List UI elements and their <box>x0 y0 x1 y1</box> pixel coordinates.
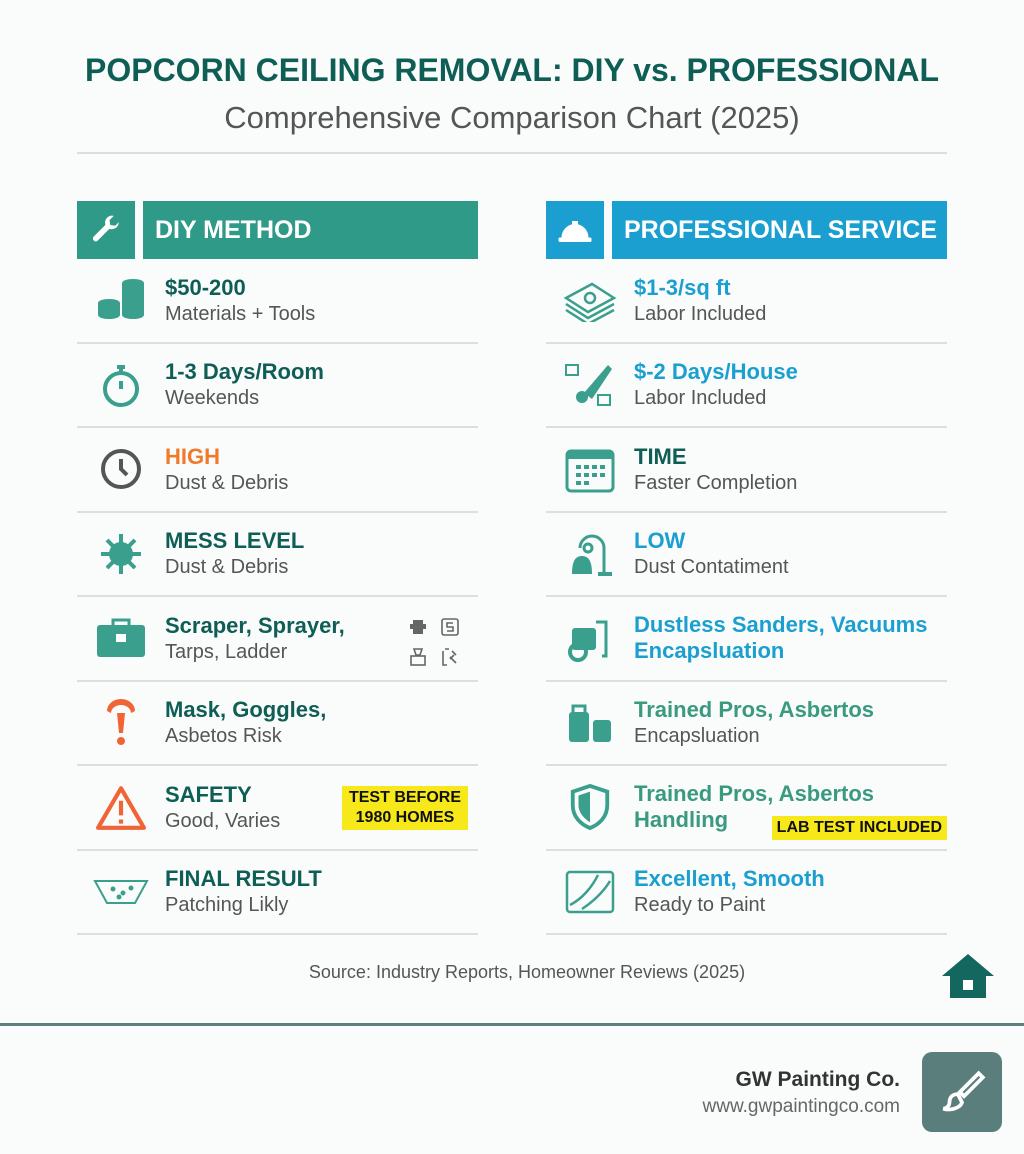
row-main: Excellent, Smooth <box>634 866 825 892</box>
vacuum-icon <box>546 530 634 578</box>
warning-icon <box>77 784 165 830</box>
divider <box>77 152 947 154</box>
row-detail: Good, Varies <box>165 809 281 832</box>
virus-splat-icon <box>77 530 165 578</box>
row-detail: Labor Included <box>634 302 767 325</box>
diy-row <box>77 851 478 936</box>
page-title: POPCORN CEILING REMOVAL: DIY vs. PROFESSIONAL <box>84 52 940 88</box>
money-stack-icon <box>546 278 634 322</box>
pro-column <box>546 201 947 935</box>
pro-row <box>546 597 947 682</box>
diy-row <box>77 766 478 851</box>
ceiling-texture-icon <box>77 877 165 907</box>
row-detail: Dust & Debris <box>165 471 289 494</box>
row-detail: Labor Included <box>634 387 767 410</box>
diy-row <box>77 682 478 767</box>
row-main: Dustless Sanders, Vacuums <box>634 612 928 638</box>
diy-column <box>77 201 478 935</box>
source-note: Source: Industry Reports, Homeowner Reviews (2025) <box>308 962 746 982</box>
row-detail: Encapsluation <box>634 638 785 664</box>
exclamation-icon <box>77 699 165 747</box>
row-detail: Encapsluation <box>634 725 760 748</box>
equipment-icon <box>546 700 634 746</box>
pro-row <box>546 344 947 429</box>
shield-icon <box>546 782 634 832</box>
row-main: SAFETY <box>165 781 252 807</box>
row-detail: Weekends <box>165 387 260 410</box>
row-detail: Dust & Debris <box>165 556 289 579</box>
row-main: LOW <box>634 528 686 554</box>
row-main: 1-3 Days/Room <box>165 359 324 385</box>
diy-row <box>77 597 478 682</box>
pro-row <box>546 766 947 851</box>
row-detail: Patching Likly <box>165 894 289 917</box>
stopwatch-icon <box>77 361 165 409</box>
diy-row <box>77 344 478 429</box>
pro-header <box>546 201 947 259</box>
pro-row <box>546 513 947 598</box>
row-main: Trained Pros, Asbertos <box>634 781 875 807</box>
coins-icon <box>77 277 165 323</box>
row-main: $50-200 <box>165 274 246 300</box>
row-detail: Handling <box>634 807 729 833</box>
row-main: TIME <box>634 443 687 469</box>
row-detail: Ready to Paint <box>634 894 766 917</box>
small-tool-icons <box>408 617 460 667</box>
calendar-icon <box>546 445 634 493</box>
row-main: Mask, Goggles, <box>165 697 327 723</box>
pro-row <box>546 682 947 767</box>
row-main: $1-3/sq ft <box>634 274 731 300</box>
row-main: $-2 Days/House <box>634 359 798 385</box>
paintbrush-logo-icon <box>922 1052 1002 1132</box>
sander-icon <box>546 614 634 662</box>
row-main: HIGH <box>165 443 220 469</box>
brand <box>703 1068 900 1118</box>
wrench-icon <box>77 201 135 259</box>
warning-badge: TEST BEFORE 1980 HOMES <box>342 786 468 830</box>
brand-name: GW Painting Co. <box>735 1068 900 1091</box>
scraper-icon <box>546 361 634 409</box>
row-main: FINAL RESULT <box>165 866 322 892</box>
pro-row <box>546 851 947 936</box>
pro-header-label: PROFESSIONAL SERVICE <box>624 215 938 244</box>
diy-row <box>77 513 478 598</box>
footer-divider <box>0 1023 1024 1026</box>
diy-row <box>77 259 478 344</box>
row-main: MESS LEVEL <box>165 528 305 554</box>
hardhat-icon <box>546 201 604 259</box>
row-detail: Faster Completion <box>634 471 798 494</box>
brand-url[interactable]: www.gwpaintingco.com <box>702 1096 900 1117</box>
row-detail: Asbetos Risk <box>165 725 282 748</box>
row-detail: Materials + Tools <box>165 302 316 325</box>
toolbox-icon <box>77 617 165 659</box>
pro-row <box>546 259 947 344</box>
row-main: Scraper, Sprayer, <box>165 612 345 638</box>
clock-icon <box>77 445 165 493</box>
warning-badge: LAB TEST INCLUDED <box>772 816 947 840</box>
diy-header <box>77 201 478 259</box>
row-detail: Dust Contatiment <box>634 556 789 579</box>
pro-row <box>546 428 947 513</box>
row-detail: Tarps, Ladder <box>165 640 288 663</box>
page-subtitle: Comprehensive Comparison Chart (2025) <box>224 100 800 135</box>
diy-row <box>77 428 478 513</box>
diy-header-label: DIY METHOD <box>155 215 312 244</box>
house-icon <box>940 952 996 1003</box>
smooth-surface-icon <box>546 869 634 915</box>
row-main: Trained Pros, Asbertos <box>634 697 875 723</box>
